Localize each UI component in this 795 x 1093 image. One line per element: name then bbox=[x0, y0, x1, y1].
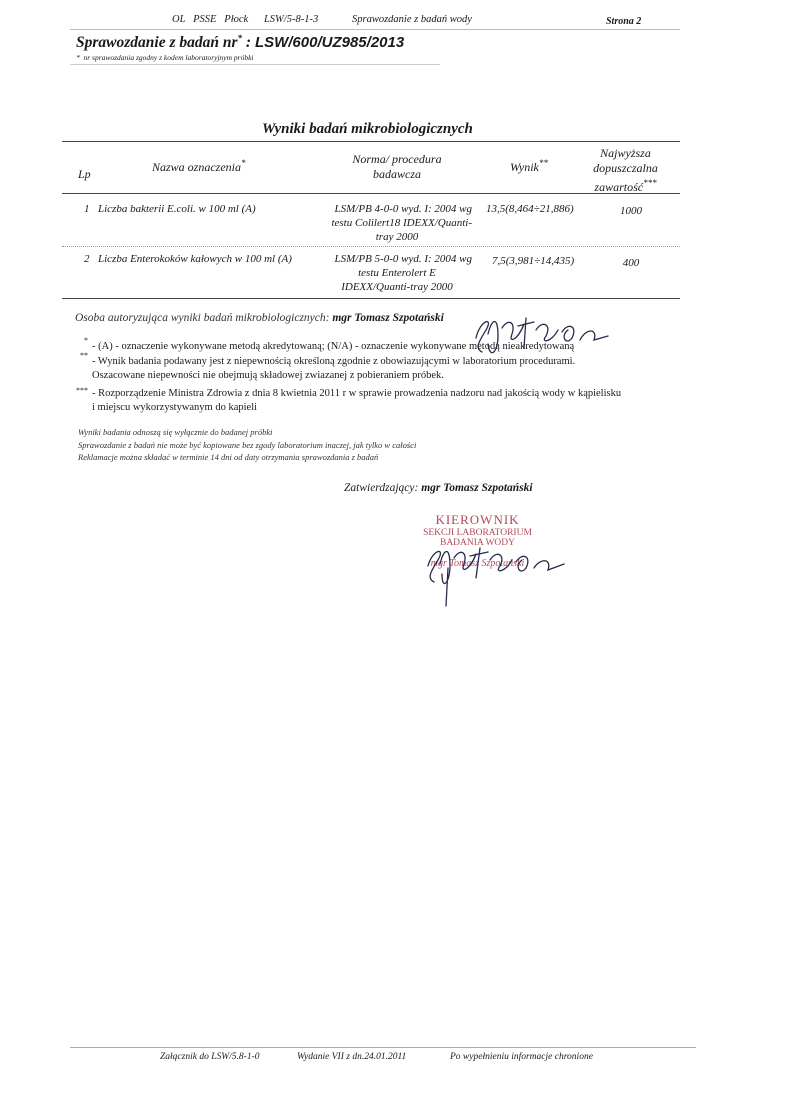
th-max-line2: dopuszczalna bbox=[593, 161, 658, 175]
th-name-text: Nazwa oznaczenia bbox=[152, 160, 242, 174]
disclaimer-1: Wyniki badania odnoszą się wyłącznie do badanej próbki bbox=[78, 427, 273, 437]
report-footnote bbox=[76, 53, 254, 62]
report-title-star: * bbox=[237, 33, 243, 43]
row2-norm bbox=[322, 252, 472, 294]
row2-result: 7,5(3,981÷14,435) bbox=[492, 255, 575, 267]
approver-name: mgr Tomasz Szpotański bbox=[421, 482, 533, 494]
row2-norm-line3: IDEXX/Quanti-tray 2000 bbox=[341, 281, 453, 293]
disclaimer-3: Reklamacje można składać w terminie 14 dni od daty otrzymania sprawozdania z badań bbox=[78, 452, 379, 462]
report-title bbox=[76, 33, 404, 52]
th-norm-line2: badawcza bbox=[373, 167, 421, 181]
disclaimers bbox=[78, 426, 416, 464]
table-top-rule bbox=[62, 141, 680, 142]
disclaimer-2: Sprawozdanie z badań nie może być kopiowane bez zgody laboratorium inaczej, jak tylko w całości bbox=[78, 439, 417, 450]
report-footnote-text: nr sprawozdania zgodny z kodem laboratoryjnym próbki bbox=[83, 53, 254, 62]
note3-line1: - Rozporządzenie Ministra Zdrowia z dnia 8 kwietnia 2011 r w sprawie prowadzenia nadzoru nad jakością wody w kąpielisku bbox=[92, 388, 622, 399]
footer-info: Po wypełnieniu informacje chronione bbox=[450, 1052, 593, 1062]
approver-line bbox=[344, 482, 533, 494]
report-title-prefix: Sprawozdanie z badań nr bbox=[76, 34, 238, 52]
th-name-star: * bbox=[241, 158, 246, 168]
note2-star: ** bbox=[80, 351, 88, 360]
row2-norm-line2: testu Enterolert E bbox=[358, 267, 436, 279]
table-bottom-rule bbox=[62, 298, 680, 299]
row1-norm bbox=[322, 202, 472, 244]
report-footnote-star: * bbox=[76, 53, 80, 62]
stamp-line4: mgr Tomasz Szpotański bbox=[430, 558, 525, 569]
approver-signature bbox=[418, 528, 568, 608]
stamp-line2: SEKCJI LABORATORIUM bbox=[423, 528, 532, 538]
footer-rule bbox=[70, 1047, 696, 1048]
row1-max: 1000 bbox=[620, 205, 642, 217]
th-max bbox=[578, 146, 673, 195]
authorizer-name: mgr Tomasz Szpotański bbox=[332, 312, 444, 324]
row1-norm-line2: testu Colilert18 IDEXX/Quanti- bbox=[331, 217, 472, 229]
footer-edition: Wydanie VII z dn.24.01.2011 bbox=[297, 1052, 407, 1062]
stamp-line1: KIEROWNIK bbox=[435, 512, 520, 527]
th-norm bbox=[332, 152, 462, 182]
row2-lp: 2 bbox=[84, 253, 90, 265]
row2-max: 400 bbox=[622, 257, 640, 269]
th-max-star: *** bbox=[643, 178, 657, 188]
th-result-text: Wynik bbox=[510, 160, 539, 174]
th-max-line3: zawartość bbox=[594, 180, 644, 194]
report-title-sep: : bbox=[242, 34, 255, 52]
th-max-line1: Najwyższa bbox=[600, 146, 651, 160]
row1-norm-line1: LSM/PB 4-0-0 wyd. I: 2004 wg bbox=[334, 203, 472, 215]
note1-star: * bbox=[84, 336, 88, 345]
th-lp: Lp bbox=[78, 167, 91, 181]
title-rule bbox=[70, 64, 440, 65]
row1-norm-line3: tray 2000 bbox=[375, 231, 419, 243]
row1-name: Liczba bakterii E.coli. w 100 ml (A) bbox=[98, 203, 256, 215]
row1-lp: 1 bbox=[84, 203, 90, 215]
authorizer-label: Osoba autoryzująca wyniki badań mikrobiologicznych: bbox=[75, 312, 330, 324]
row-separator bbox=[62, 246, 680, 247]
authorizer-line bbox=[75, 312, 444, 324]
page-number: Strona 2 bbox=[606, 16, 642, 27]
th-norm-line1: Norma/ procedura bbox=[352, 152, 442, 166]
note3-line2: i miejscu wykorzystywanym do kapieli bbox=[92, 402, 258, 413]
footer-annex: Załącznik do LSW/5.8-1-0 bbox=[160, 1052, 260, 1062]
header-rule bbox=[70, 29, 680, 30]
note1-text: - (A) - oznaczenie wykonywane metodą akredytowaną; (N/A) - oznaczenie wykonywane metodą nieakredytowaną bbox=[92, 341, 575, 352]
report-number: LSW/600/UZ985/2013 bbox=[254, 34, 405, 52]
row2-norm-line1: LSM/PB 5-0-0 wyd. I: 2004 wg bbox=[334, 253, 472, 265]
note2-line2: Oszacowane niepewności nie obejmują składowej zwiazanej z pobieraniem próbek. bbox=[92, 370, 444, 381]
note2-line1: - Wynik badania podawany jest z niepewnością określoną zgodnie z obowiazującymi w laboratorium procedurami. bbox=[92, 356, 576, 367]
stamp-line3: BADANIA WODY bbox=[439, 538, 516, 548]
header-doc-type: Sprawozdanie z badań wody bbox=[352, 14, 472, 25]
note3-star: *** bbox=[76, 386, 88, 395]
th-result bbox=[510, 156, 548, 174]
section-title: Wyniki badań mikrobiologicznych bbox=[262, 121, 473, 137]
row1-result: 13,5(8,464÷21,886) bbox=[486, 203, 574, 215]
header-ref: OL PSSE Płock LSW/5-8-1-3 bbox=[172, 14, 319, 25]
th-name bbox=[152, 156, 246, 174]
approver-label: Zatwierdzający: bbox=[344, 482, 419, 494]
table-header-rule bbox=[62, 193, 680, 194]
row2-name: Liczba Enterokoków kałowych w 100 ml (A) bbox=[98, 253, 292, 265]
th-result-star: ** bbox=[538, 158, 548, 168]
